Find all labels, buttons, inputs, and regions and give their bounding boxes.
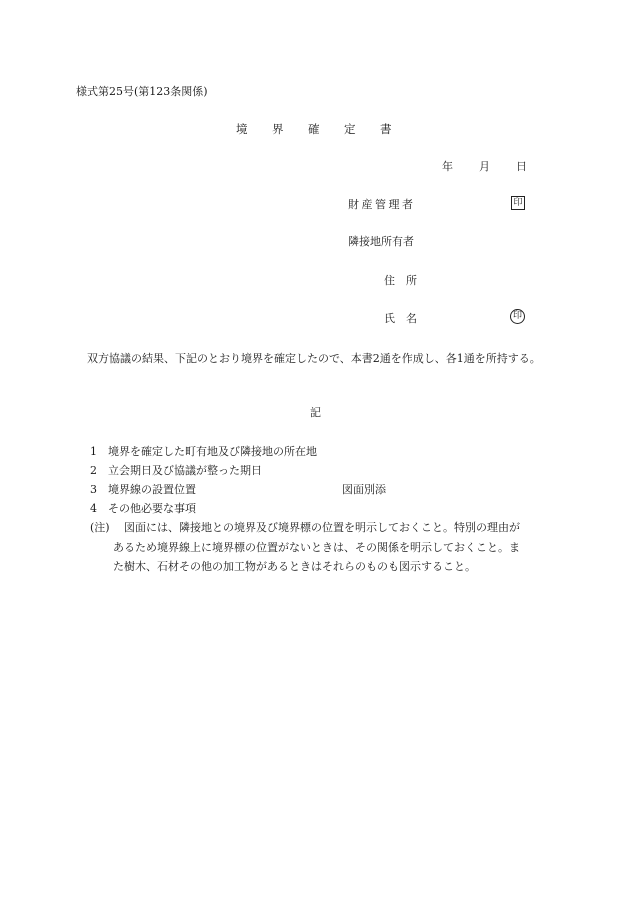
name-label: 氏 名 bbox=[384, 312, 417, 325]
note-line: あるため境界線上に境界標の位置がないときは、その関係を明示しておくこと。ま bbox=[113, 541, 520, 554]
ki-heading: 記 bbox=[310, 406, 321, 419]
title-char: 定 bbox=[344, 122, 356, 136]
form-number: 様式第25号(第123条関係) bbox=[76, 85, 208, 98]
note-line: た樹木、石材その他の加工物があるときはそれらのものも図示すること。 bbox=[113, 560, 476, 573]
list-item: 3 境界線の設置位置 bbox=[90, 483, 196, 496]
note-line: 図面には、隣接地との境界及び境界標の位置を明示しておくこと。特別の理由が bbox=[124, 521, 520, 534]
title-char: 境 bbox=[236, 122, 248, 136]
neighbor-owner-label: 隣接地所有者 bbox=[348, 235, 414, 248]
list-item: 1 境界を確定した町有地及び隣接地の所在地 bbox=[90, 445, 317, 458]
date-month-label: 月 bbox=[479, 160, 490, 173]
list-item: 4 その他必要な事項 bbox=[90, 502, 196, 515]
title-char: 書 bbox=[380, 122, 392, 136]
date-year-label: 年 bbox=[442, 160, 453, 173]
property-manager-label: 財産管理者 bbox=[348, 198, 416, 211]
note-label: (注) bbox=[90, 521, 110, 534]
address-label: 住 所 bbox=[384, 274, 417, 287]
date-day-label: 日 bbox=[516, 160, 527, 173]
date-line bbox=[442, 161, 527, 172]
list-item: 2 立会期日及び協議が整った期日 bbox=[90, 464, 262, 477]
drawing-attached-note: 図面別添 bbox=[342, 483, 386, 496]
document-title bbox=[236, 124, 416, 136]
title-char: 界 bbox=[272, 122, 284, 136]
agreement-text: 双方協議の結果、下記のとおり境界を確定したので、本書2通を作成し、各1通を所持する。 bbox=[87, 352, 541, 365]
manager-seal-mark: 印 bbox=[511, 196, 525, 210]
name-seal-mark: 印 bbox=[510, 309, 525, 324]
title-char: 確 bbox=[308, 122, 320, 136]
